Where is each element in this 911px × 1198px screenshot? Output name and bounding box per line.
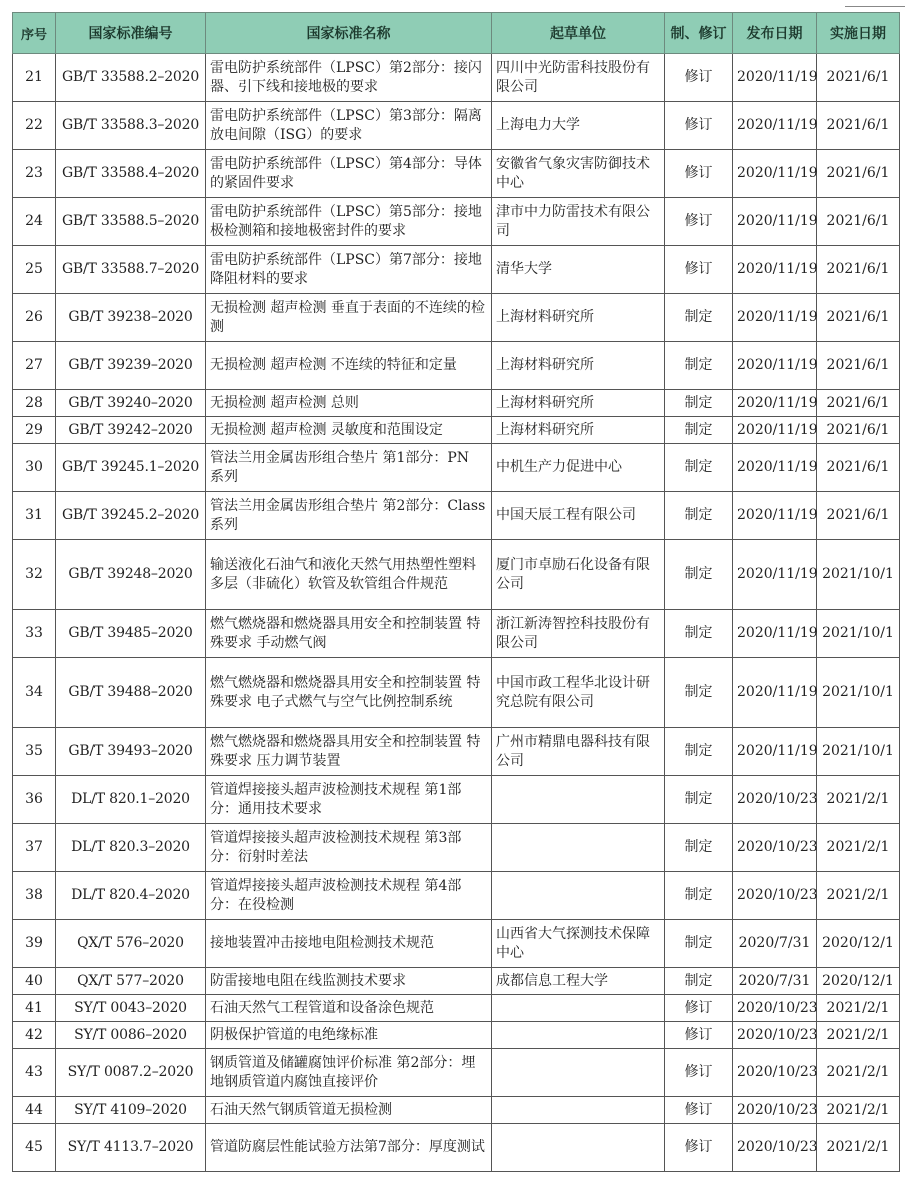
drafting-organization-cell: 中机生产力促进中心	[492, 444, 665, 492]
publish-date-cell: 2020/10/23	[733, 872, 817, 920]
implement-date-cell: 2020/12/1	[817, 920, 900, 968]
drafting-organization-cell: 四川中光防雷科技股份有限公司	[492, 54, 665, 102]
standard-name-cell: 管道焊接接头超声波检测技术规程 第1部分：通用技术要求	[206, 776, 492, 824]
drafting-organization-cell	[492, 1097, 665, 1124]
table-row	[13, 54, 900, 102]
standard-code-cell: DL/T 820.4–2020	[56, 872, 206, 920]
publish-date-cell: 2020/7/31	[733, 920, 817, 968]
publish-date-cell: 2020/10/23	[733, 1022, 817, 1049]
implement-date-cell: 2021/2/1	[817, 1124, 900, 1172]
status-cell: 制定	[665, 824, 733, 872]
drafting-organization-cell	[492, 1049, 665, 1097]
page-top-fragment	[0, 0, 911, 10]
standard-code-cell: GB/T 39240–2020	[56, 390, 206, 417]
table-row	[13, 776, 900, 824]
implement-date-cell: 2021/6/1	[817, 294, 900, 342]
standard-code-cell: GB/T 39245.1–2020	[56, 444, 206, 492]
status-cell: 制定	[665, 610, 733, 658]
table-row	[13, 824, 900, 872]
publish-date-cell: 2020/10/23	[733, 824, 817, 872]
serial-number-cell: 39	[13, 920, 56, 968]
header-status: 制、修订	[665, 13, 733, 54]
standard-code-cell: GB/T 39239–2020	[56, 342, 206, 390]
publish-date-cell: 2020/11/19	[733, 658, 817, 728]
status-cell: 修订	[665, 1124, 733, 1172]
drafting-organization-cell: 安徽省气象灾害防御技术中心	[492, 150, 665, 198]
standard-name-cell: 无损检测 超声检测 灵敏度和范围设定	[206, 417, 492, 444]
status-cell: 制定	[665, 920, 733, 968]
standard-name-cell: 输送液化石油气和液化天然气用热塑性塑料多层（非硫化）软管及软管组合件规范	[206, 540, 492, 610]
standard-code-cell: GB/T 33588.2–2020	[56, 54, 206, 102]
table-row	[13, 342, 900, 390]
standard-name-cell: 雷电防护系统部件（LPSC）第4部分：导体的紧固件要求	[206, 150, 492, 198]
serial-number-cell: 23	[13, 150, 56, 198]
drafting-organization-cell: 上海电力大学	[492, 102, 665, 150]
standard-code-cell: SY/T 0086–2020	[56, 1022, 206, 1049]
serial-number-cell: 35	[13, 728, 56, 776]
status-cell: 修订	[665, 1022, 733, 1049]
table-row	[13, 102, 900, 150]
status-cell: 制定	[665, 417, 733, 444]
standard-code-cell: QX/T 576–2020	[56, 920, 206, 968]
publish-date-cell: 2020/11/19	[733, 610, 817, 658]
standard-name-cell: 管道焊接接头超声波检测技术规程 第3部分：衍射时差法	[206, 824, 492, 872]
publish-date-cell: 2020/11/19	[733, 417, 817, 444]
implement-date-cell: 2021/6/1	[817, 444, 900, 492]
implement-date-cell: 2020/12/1	[817, 968, 900, 995]
table-row	[13, 444, 900, 492]
publish-date-cell: 2020/11/19	[733, 342, 817, 390]
serial-number-cell: 41	[13, 995, 56, 1022]
header-serial-number: 序号	[13, 13, 56, 54]
table-row	[13, 492, 900, 540]
drafting-organization-cell: 上海材料研究所	[492, 342, 665, 390]
status-cell: 制定	[665, 342, 733, 390]
standard-name-cell: 管法兰用金属齿形组合垫片 第1部分：PN 系列	[206, 444, 492, 492]
standard-name-cell: 雷电防护系统部件（LPSC）第2部分：接闪器、引下线和接地极的要求	[206, 54, 492, 102]
table-row	[13, 968, 900, 995]
implement-date-cell: 2021/6/1	[817, 102, 900, 150]
serial-number-cell: 31	[13, 492, 56, 540]
status-cell: 修订	[665, 1049, 733, 1097]
standard-code-cell: GB/T 39238–2020	[56, 294, 206, 342]
standard-name-cell: 燃气燃烧器和燃烧器具用安全和控制装置 特殊要求 手动燃气阀	[206, 610, 492, 658]
status-cell: 制定	[665, 294, 733, 342]
standard-name-cell: 防雷接地电阻在线监测技术要求	[206, 968, 492, 995]
status-cell: 制定	[665, 540, 733, 610]
implement-date-cell: 2021/6/1	[817, 54, 900, 102]
standard-name-cell: 接地装置冲击接地电阻检测技术规范	[206, 920, 492, 968]
standard-name-cell: 石油天然气工程管道和设备涂色规范	[206, 995, 492, 1022]
status-cell: 制定	[665, 444, 733, 492]
implement-date-cell: 2021/6/1	[817, 492, 900, 540]
status-cell: 修订	[665, 54, 733, 102]
status-cell: 修订	[665, 198, 733, 246]
implement-date-cell: 2021/10/1	[817, 658, 900, 728]
implement-date-cell: 2021/6/1	[817, 198, 900, 246]
standard-name-cell: 无损检测 超声检测 总则	[206, 390, 492, 417]
table-row	[13, 540, 900, 610]
table-row	[13, 150, 900, 198]
standard-code-cell: SY/T 4113.7–2020	[56, 1124, 206, 1172]
standard-code-cell: GB/T 33588.5–2020	[56, 198, 206, 246]
table-row	[13, 294, 900, 342]
standard-name-cell: 雷电防护系统部件（LPSC）第7部分：接地降阻材料的要求	[206, 246, 492, 294]
serial-number-cell: 27	[13, 342, 56, 390]
serial-number-cell: 42	[13, 1022, 56, 1049]
implement-date-cell: 2021/6/1	[817, 246, 900, 294]
standard-name-cell: 雷电防护系统部件（LPSC）第3部分：隔离放电间隙（ISG）的要求	[206, 102, 492, 150]
standard-code-cell: GB/T 33588.4–2020	[56, 150, 206, 198]
drafting-organization-cell: 上海材料研究所	[492, 390, 665, 417]
table-row	[13, 1097, 900, 1124]
serial-number-cell: 34	[13, 658, 56, 728]
table-row	[13, 920, 900, 968]
publish-date-cell: 2020/10/23	[733, 1049, 817, 1097]
table-row	[13, 728, 900, 776]
serial-number-cell: 40	[13, 968, 56, 995]
drafting-organization-cell	[492, 1022, 665, 1049]
status-cell: 制定	[665, 776, 733, 824]
drafting-organization-cell: 清华大学	[492, 246, 665, 294]
status-cell: 修订	[665, 246, 733, 294]
table-row	[13, 1022, 900, 1049]
serial-number-cell: 22	[13, 102, 56, 150]
table-row	[13, 995, 900, 1022]
publish-date-cell: 2020/10/23	[733, 995, 817, 1022]
drafting-organization-cell	[492, 824, 665, 872]
status-cell: 制定	[665, 728, 733, 776]
drafting-organization-cell: 上海材料研究所	[492, 417, 665, 444]
drafting-organization-cell	[492, 995, 665, 1022]
standard-name-cell: 燃气燃烧器和燃烧器具用安全和控制装置 特殊要求 电子式燃气与空气比例控制系统	[206, 658, 492, 728]
implement-date-cell: 2021/2/1	[817, 824, 900, 872]
implement-date-cell: 2021/2/1	[817, 1049, 900, 1097]
table-row	[13, 198, 900, 246]
standard-code-cell: GB/T 39485–2020	[56, 610, 206, 658]
cropped-heading-fragment	[845, 0, 905, 7]
standard-code-cell: SY/T 0043–2020	[56, 995, 206, 1022]
table-row	[13, 246, 900, 294]
implement-date-cell: 2021/2/1	[817, 776, 900, 824]
standard-name-cell: 钢质管道及储罐腐蚀评价标准 第2部分：埋地钢质管道内腐蚀直接评价	[206, 1049, 492, 1097]
standard-name-cell: 无损检测 超声检测 垂直于表面的不连续的检测	[206, 294, 492, 342]
drafting-organization-cell	[492, 1124, 665, 1172]
drafting-organization-cell	[492, 776, 665, 824]
publish-date-cell: 2020/11/19	[733, 150, 817, 198]
drafting-organization-cell: 中国天辰工程有限公司	[492, 492, 665, 540]
standard-code-cell: SY/T 0087.2–2020	[56, 1049, 206, 1097]
implement-date-cell: 2021/10/1	[817, 728, 900, 776]
standard-name-cell: 石油天然气钢质管道无损检测	[206, 1097, 492, 1124]
header-standard-name: 国家标准名称	[206, 13, 492, 54]
drafting-organization-cell: 广州市精鼎电器科技有限公司	[492, 728, 665, 776]
serial-number-cell: 37	[13, 824, 56, 872]
header-implement-date: 实施日期	[817, 13, 900, 54]
drafting-organization-cell: 成都信息工程大学	[492, 968, 665, 995]
standard-name-cell: 管法兰用金属齿形组合垫片 第2部分：Class 系列	[206, 492, 492, 540]
implement-date-cell: 2021/2/1	[817, 872, 900, 920]
drafting-organization-cell: 浙江新涛智控科技股份有限公司	[492, 610, 665, 658]
table-row	[13, 872, 900, 920]
publish-date-cell: 2020/10/23	[733, 776, 817, 824]
serial-number-cell: 43	[13, 1049, 56, 1097]
publish-date-cell: 2020/11/19	[733, 540, 817, 610]
standard-code-cell: GB/T 39245.2–2020	[56, 492, 206, 540]
standard-code-cell: GB/T 39488–2020	[56, 658, 206, 728]
implement-date-cell: 2021/2/1	[817, 1022, 900, 1049]
standard-name-cell: 无损检测 超声检测 不连续的特征和定量	[206, 342, 492, 390]
standard-code-cell: GB/T 39242–2020	[56, 417, 206, 444]
status-cell: 制定	[665, 968, 733, 995]
publish-date-cell: 2020/11/19	[733, 198, 817, 246]
implement-date-cell: 2021/6/1	[817, 390, 900, 417]
drafting-organization-cell	[492, 872, 665, 920]
standard-code-cell: GB/T 39493–2020	[56, 728, 206, 776]
standard-code-cell: GB/T 33588.7–2020	[56, 246, 206, 294]
implement-date-cell: 2021/10/1	[817, 610, 900, 658]
serial-number-cell: 30	[13, 444, 56, 492]
status-cell: 修订	[665, 150, 733, 198]
implement-date-cell: 2021/10/1	[817, 540, 900, 610]
table-header-row	[13, 13, 900, 54]
publish-date-cell: 2020/11/19	[733, 728, 817, 776]
standard-name-cell: 管道焊接接头超声波检测技术规程 第4部分：在役检测	[206, 872, 492, 920]
serial-number-cell: 32	[13, 540, 56, 610]
standard-code-cell: GB/T 39248–2020	[56, 540, 206, 610]
header-standard-code: 国家标准编号	[56, 13, 206, 54]
serial-number-cell: 28	[13, 390, 56, 417]
drafting-organization-cell: 厦门市卓励石化设备有限公司	[492, 540, 665, 610]
implement-date-cell: 2021/6/1	[817, 150, 900, 198]
drafting-organization-cell: 山西省大气探测技术保障中心	[492, 920, 665, 968]
serial-number-cell: 45	[13, 1124, 56, 1172]
header-publish-date: 发布日期	[733, 13, 817, 54]
drafting-organization-cell: 上海材料研究所	[492, 294, 665, 342]
publish-date-cell: 2020/10/23	[733, 1124, 817, 1172]
table-row	[13, 417, 900, 444]
publish-date-cell: 2020/11/19	[733, 390, 817, 417]
implement-date-cell: 2021/6/1	[817, 342, 900, 390]
standard-code-cell: GB/T 33588.3–2020	[56, 102, 206, 150]
implement-date-cell: 2021/2/1	[817, 995, 900, 1022]
serial-number-cell: 44	[13, 1097, 56, 1124]
serial-number-cell: 33	[13, 610, 56, 658]
publish-date-cell: 2020/10/23	[733, 1097, 817, 1124]
drafting-organization-cell: 中国市政工程华北设计研究总院有限公司	[492, 658, 665, 728]
publish-date-cell: 2020/7/31	[733, 968, 817, 995]
serial-number-cell: 36	[13, 776, 56, 824]
serial-number-cell: 25	[13, 246, 56, 294]
table-row	[13, 610, 900, 658]
standard-code-cell: DL/T 820.1–2020	[56, 776, 206, 824]
table-row	[13, 390, 900, 417]
status-cell: 制定	[665, 872, 733, 920]
standard-name-cell: 燃气燃烧器和燃烧器具用安全和控制装置 特殊要求 压力调节装置	[206, 728, 492, 776]
table-row	[13, 1124, 900, 1172]
drafting-organization-cell: 津市中力防雷技术有限公司	[492, 198, 665, 246]
publish-date-cell: 2020/11/19	[733, 294, 817, 342]
standard-name-cell: 雷电防护系统部件（LPSC）第5部分：接地极检测箱和接地极密封件的要求	[206, 198, 492, 246]
status-cell: 修订	[665, 995, 733, 1022]
serial-number-cell: 38	[13, 872, 56, 920]
publish-date-cell: 2020/11/19	[733, 444, 817, 492]
standard-code-cell: SY/T 4109–2020	[56, 1097, 206, 1124]
publish-date-cell: 2020/11/19	[733, 246, 817, 294]
status-cell: 修订	[665, 102, 733, 150]
status-cell: 制定	[665, 390, 733, 417]
status-cell: 制定	[665, 492, 733, 540]
serial-number-cell: 26	[13, 294, 56, 342]
publish-date-cell: 2020/11/19	[733, 102, 817, 150]
standard-code-cell: QX/T 577–2020	[56, 968, 206, 995]
standards-table	[12, 12, 900, 1172]
publish-date-cell: 2020/11/19	[733, 54, 817, 102]
table-row	[13, 658, 900, 728]
status-cell: 制定	[665, 658, 733, 728]
implement-date-cell: 2021/6/1	[817, 417, 900, 444]
publish-date-cell: 2020/11/19	[733, 492, 817, 540]
standard-name-cell: 阴极保护管道的电绝缘标准	[206, 1022, 492, 1049]
serial-number-cell: 24	[13, 198, 56, 246]
status-cell: 修订	[665, 1097, 733, 1124]
serial-number-cell: 21	[13, 54, 56, 102]
standard-name-cell: 管道防腐层性能试验方法第7部分：厚度测试	[206, 1124, 492, 1172]
header-drafting-organization: 起草单位	[492, 13, 665, 54]
implement-date-cell: 2021/2/1	[817, 1097, 900, 1124]
standard-code-cell: DL/T 820.3–2020	[56, 824, 206, 872]
table-row	[13, 1049, 900, 1097]
serial-number-cell: 29	[13, 417, 56, 444]
